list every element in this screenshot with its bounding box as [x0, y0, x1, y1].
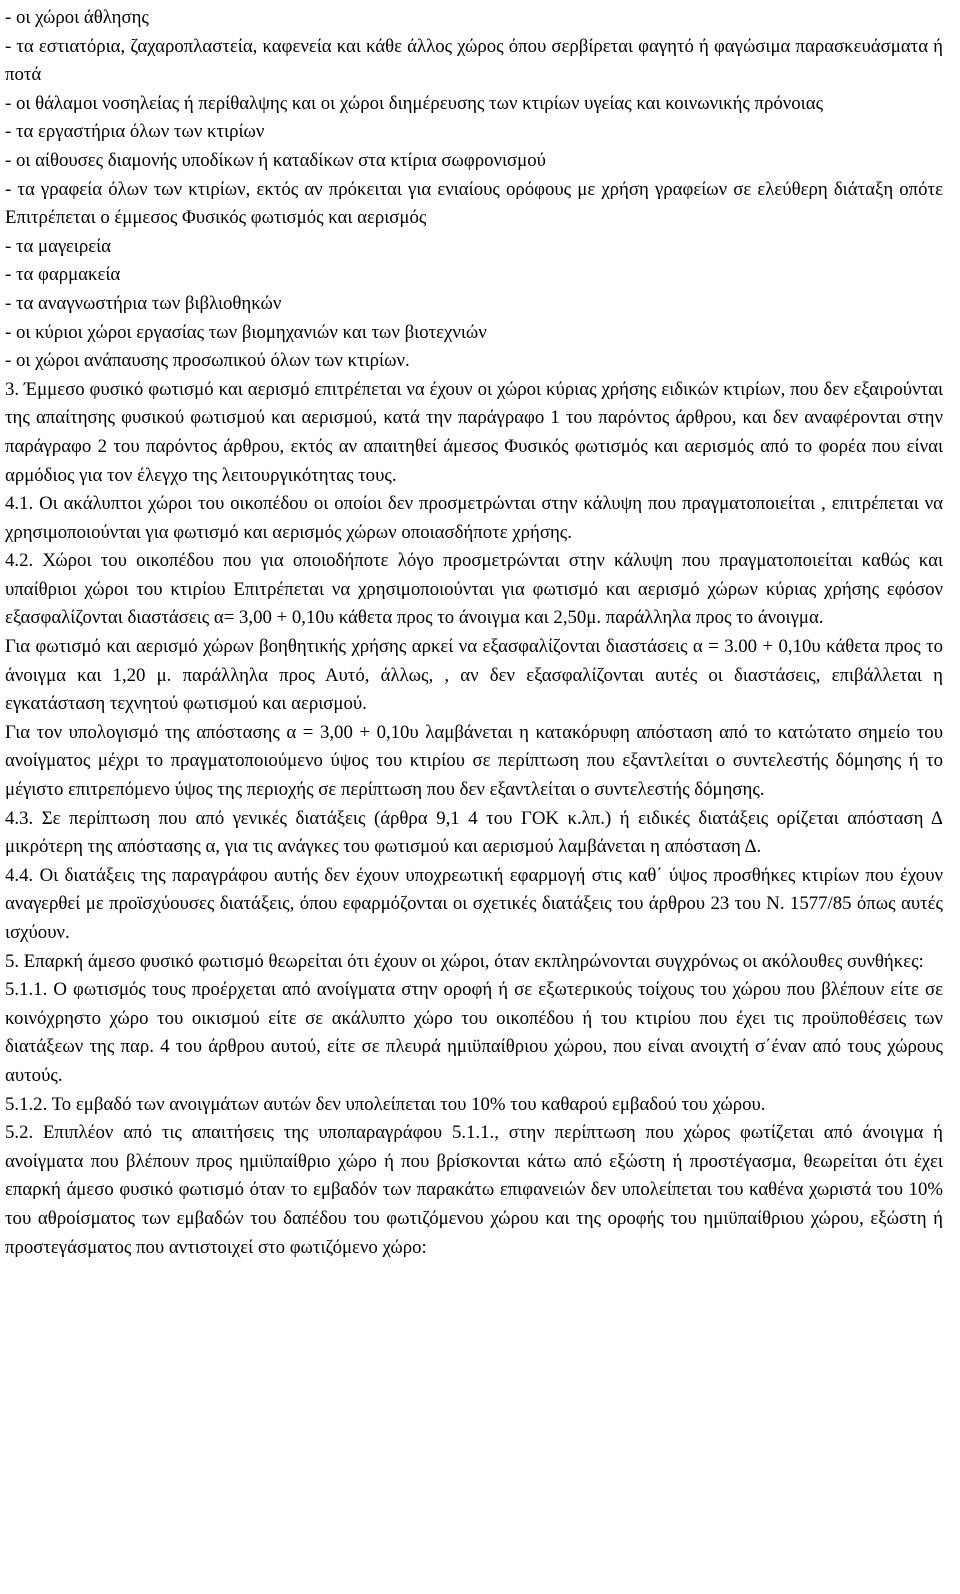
- list-item: - τα αναγνωστήρια των βιβλιοθηκών: [5, 292, 282, 314]
- paragraph-auxiliary-use: Για φωτισμό και αερισμό χώρων βοηθητικής χρήσης αρκεί να εξασφαλίζονται διαστάσεις α = 3.00 + 0,10υ κάθετα προς το άνοιγμα και 1,20 μ. παράλληλα προς Αυτό, άλλως, , αν δεν εξασφαλίζονται αυτές οι διαστάσεις, επιβάλλεται η εγκατάσταση τεχνητού φωτισμού και αερισμού.: [5, 636, 943, 715]
- paragraph-3: 3. Έμμεσο φυσικό φωτισμό και αερισμό επιτρέπεται να έχουν οι χώροι κύριας χρήσης ειδικών κτιρίων, που δεν εξαιρούνται της απαίτησης φυσικού φωτισμού και αερισμού, κατά την παράγραφο 1 του παρόντος άρθρου, και δεν αναφέρονται στην παράγραφο 2 του παρόντος άρθρου, εκτός αν απαιτηθεί άμεσος Φυσικός φωτισμός και αερισμός από το φορέα που είναι αρμόδιος για τον έλεγχο της λειτουργικότητας τους.: [5, 378, 943, 486]
- list-item: - τα μαγειρεία: [5, 235, 112, 257]
- list-item: - οι αίθουσες διαμονής υποδίκων ή καταδίκων στα κτίρια σωφρονισμού: [5, 149, 546, 171]
- list-item: - τα γραφεία όλων των κτιρίων, εκτός αν πρόκειται για ενιαίους ορόφους με χρήση γραφείων σε ελεύθερη διάταξη οπότε Επιτρέπεται ο έμμεσος Φυσικός φωτισμός και αερισμός: [5, 178, 943, 229]
- list-item: - οι θάλαμοι νοσηλείας ή περίθαλψης και οι χώροι διημέρευσης των κτιρίων υγείας και κοινωνικής πρόνοιας: [5, 92, 824, 114]
- paragraph-4-2: 4.2. Χώροι του οικοπέδου που για οποιοδήποτε λόγο προσμετρώνται στην κάλυψη που πραγματοποιείται καθώς και υπαίθριοι χώροι του κτιρίου Επιτρέπεται να χρησιμοποιούνται για φωτισμό και αερισμό χώρων κύριας χρήσης εφόσον εξασφαλίζονται διαστάσεις α= 3,00 + 0,10υ κάθετα προς το άνοιγμα και 2,50μ. παράλληλα προς το άνοιγμα.: [5, 550, 943, 629]
- paragraph-5-1-1: 5.1.1. Ο φωτισμός τους προέρχεται από ανοίγματα στην οροφή ή σε εξωτερικούς τοίχους του χώρου που βλέπουν είτε σε κοινόχρηστο χώρο του οικισμού είτε σε ακάλυπτο χώρο του οικοπέδου ή του κτιρίου που έχει τις προϋποθέσεις των διατάξεων της παρ. 4 του άρθρου αυτού, είτε σε πλευρά ημιϋπαίθριου χώρου, που είναι ανοιχτή σ΄έναν από τους χώρους αυτούς.: [5, 979, 943, 1086]
- paragraph-4-1: 4.1. Οι ακάλυπτοι χώροι του οικοπέδου οι οποίοι δεν προσμετρώνται στην κάλυψη που πραγματοποιείται , επιτρέπεται να χρησιμοποιούνται για φωτισμό και αερισμός χώρων οποιασδήποτε χρήσης.: [5, 493, 943, 543]
- document-page: [5, 4, 943, 1262]
- paragraph-5-1-2: 5.1.2. Το εμβαδό των ανοιγμάτων αυτών δεν υπολείπεται του 10% του καθαρού εμβαδού του χώρου.: [5, 1093, 766, 1115]
- list-item: - οι χώροι άθλησης: [5, 7, 149, 28]
- list-item: - τα εστιατόρια, ζαχαροπλαστεία, καφενεία και κάθε άλλος χώρος όπου σερβίρεται φαγητό ή φαγώσιμα παρασκευάσματα ή ποτά: [5, 35, 943, 86]
- paragraph-4-4: 4.4. Οι διατάξεις της παραγράφου αυτής δεν έχουν υποχρεωτική εφαρμογή στις καθ΄ ύψος προσθήκες κτιρίων που έχουν αναγερθεί με προϊσχύουσες διατάξεις, όπου εφαρμόζονται οι σχετικές διατάξεις του άρθρου 23 του Ν. 1577/85 όπως αυτές ισχύουν.: [5, 864, 943, 943]
- paragraph-5-2: 5.2. Επιπλέον από τις απαιτήσεις της υποπαραγράφου 5.1.1., στην περίπτωση που χώρος φωτίζεται από άνοιγμα ή ανοίγματα που βλέπουν προς ημιϋπαίθριο χώρο ή που βρίσκονται κάτω από εξώστη ή προστέγασμα, θεωρείται ότι έχει επαρκή άμεσο φυσικό φωτισμό όταν το εμβαδόν των παρακάτω επιφανειών δεν υπολείπεται του καθένα χωριστά του 10% του αθροίσματος των εμβαδών του δαπέδου του φωτιζόμενου χώρου και της οροφής του ημιϋπαίθριου χώρου, εξώστη ή προστεγάσματος που αντιστοιχεί στο φωτιζόμενο χώρο:: [5, 1122, 943, 1258]
- list-item: - τα φαρμακεία: [5, 264, 121, 286]
- paragraph-5: 5. Επαρκή άμεσο φυσικό φωτισμό θεωρείται ότι έχουν οι χώροι, όταν εκπληρώνονται συγχρόνως οι ακόλουθες συνθήκες:: [5, 950, 924, 972]
- list-item: - τα εργαστήρια όλων των κτιρίων: [5, 121, 265, 143]
- paragraph-distance-calc: Για τον υπολογισμό της απόστασης α = 3,00 + 0,10υ λαμβάνεται η κατακόρυφη απόσταση από το κατώτατο σημείο του ανοίγματος μέχρι το πραγματοποιούμενο ύψος του κτιρίου σε περίπτωση που εξαντλείται ο συντελεστής δόμησης ή το μέγιστο επιτρεπόμενο ύψος της περιοχής σε περίπτωση που δεν εξαντλείται ο συντελεστής δόμησης.: [5, 721, 943, 801]
- list-item: - οι κύριοι χώροι εργασίας των βιομηχανιών και των βιοτεχνιών: [5, 321, 487, 343]
- list-item: - οι χώροι ανάπαυσης προσωπικού όλων των κτιρίων.: [5, 350, 410, 372]
- paragraph-4-3: 4.3. Σε περίπτωση που από γενικές διατάξεις (άρθρα 9,1 4 του ΓΟΚ κ.λπ.) ή ειδικές διατάξεις ορίζεται απόσταση Δ μικρότερη της απόστασης α, για τις ανάγκες του φωτισμού και αερισμού λαμβάνεται η απόσταση Δ.: [5, 807, 943, 858]
